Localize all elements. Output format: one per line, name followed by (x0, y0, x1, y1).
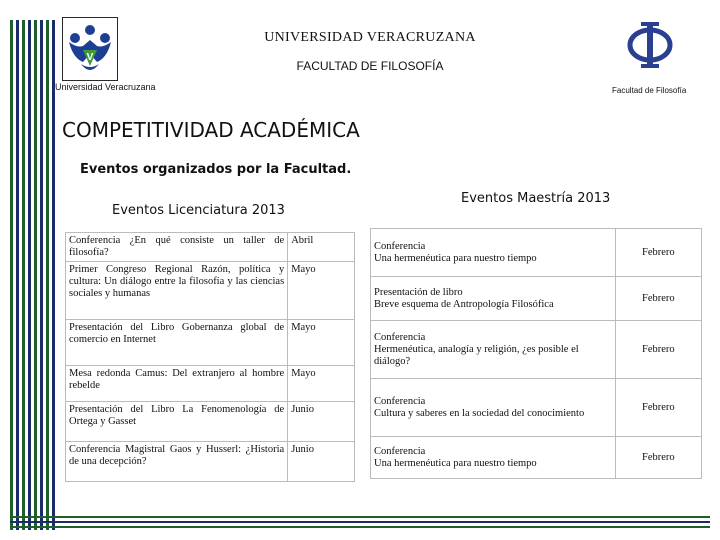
event-title: Una hermenéutica para nuestro tiempo (374, 457, 537, 469)
event-title: Cultura y saberes en la sociedad del conocimiento (374, 407, 585, 419)
maestria-heading: Eventos Maestría 2013 (461, 191, 611, 206)
month-cell: Febrero (615, 229, 701, 277)
maestria-events-table (370, 228, 702, 479)
stripe (22, 20, 25, 530)
table-row (371, 379, 702, 437)
month-cell: Febrero (615, 277, 701, 321)
month-cell: Junio (288, 402, 355, 442)
event-cell: Primer Congreso Regional Razón, política y cultura: Un diálogo entre la filosofía y las ciencias sociales y humanas (66, 262, 288, 320)
event-cell (371, 437, 616, 479)
event-cell: Presentación del Libro La Fenomenología de Ortega y Gasset (66, 402, 288, 442)
event-cell: Conferencia Magistral Gaos y Husserl: ¿Historia de una decepción? (66, 442, 288, 482)
fil-logo-caption: Facultad de Filosofía (612, 86, 687, 95)
stripe (34, 20, 37, 530)
bottom-stripe (10, 521, 710, 523)
event-cell: Conferencia ¿En qué consiste un taller de filosofía? (66, 233, 288, 262)
event-cell (371, 277, 616, 321)
licenciatura-events-table (65, 232, 355, 482)
month-cell: Mayo (288, 366, 355, 402)
bottom-stripe (10, 516, 710, 518)
stripe (10, 20, 13, 530)
table-row (66, 442, 355, 482)
month-cell: Febrero (615, 437, 701, 479)
event-type: Presentación de libro (374, 286, 463, 298)
table-row (371, 229, 702, 277)
stripe (46, 20, 49, 530)
uv-logo-caption: Universidad Veracruzana (55, 82, 156, 92)
month-cell: Febrero (615, 379, 701, 437)
page-subtitle: Eventos organizados por la Facultad. (80, 162, 352, 177)
month-cell: Mayo (288, 320, 355, 366)
faculty-title: FACULTAD DE FILOSOFÍA (296, 59, 444, 73)
event-title: Breve esquema de Antropología Filosófica (374, 298, 554, 310)
stripe (40, 20, 43, 530)
table-row (371, 321, 702, 379)
month-cell: Abril (288, 233, 355, 262)
stripe (28, 20, 31, 530)
event-cell (371, 379, 616, 437)
table-row (371, 437, 702, 479)
event-cell (371, 229, 616, 277)
event-type: Conferencia (374, 331, 426, 343)
event-title: Una hermenéutica para nuestro tiempo (374, 252, 537, 264)
month-cell: Junio (288, 442, 355, 482)
stripe (16, 20, 19, 530)
event-cell: Presentación del Libro Gobernanza global de comercio en Internet (66, 320, 288, 366)
university-title: UNIVERSIDAD VERACRUZANA (264, 30, 476, 45)
event-type: Conferencia (374, 395, 426, 407)
table-row (66, 320, 355, 366)
bottom-stripe (10, 526, 710, 528)
licenciatura-heading: Eventos Licenciatura 2013 (112, 203, 285, 218)
event-cell: Mesa redonda Camus: Del extranjero al hombre rebelde (66, 366, 288, 402)
month-cell: Mayo (288, 262, 355, 320)
svg-text:V: V (86, 52, 94, 63)
event-type: Conferencia (374, 445, 426, 457)
left-decorative-stripes (10, 20, 58, 530)
table-row (66, 262, 355, 320)
event-type: Conferencia (374, 240, 426, 252)
month-cell: Febrero (615, 321, 701, 379)
page-title: COMPETITIVIDAD ACADÉMICA (62, 118, 360, 142)
table-row (66, 233, 355, 262)
event-title: Hermenéutica, analogía y religión, ¿es posible el diálogo? (374, 343, 579, 367)
table-row (66, 402, 355, 442)
event-cell (371, 321, 616, 379)
table-row (66, 366, 355, 402)
stripe (52, 20, 55, 530)
table-row (371, 277, 702, 321)
